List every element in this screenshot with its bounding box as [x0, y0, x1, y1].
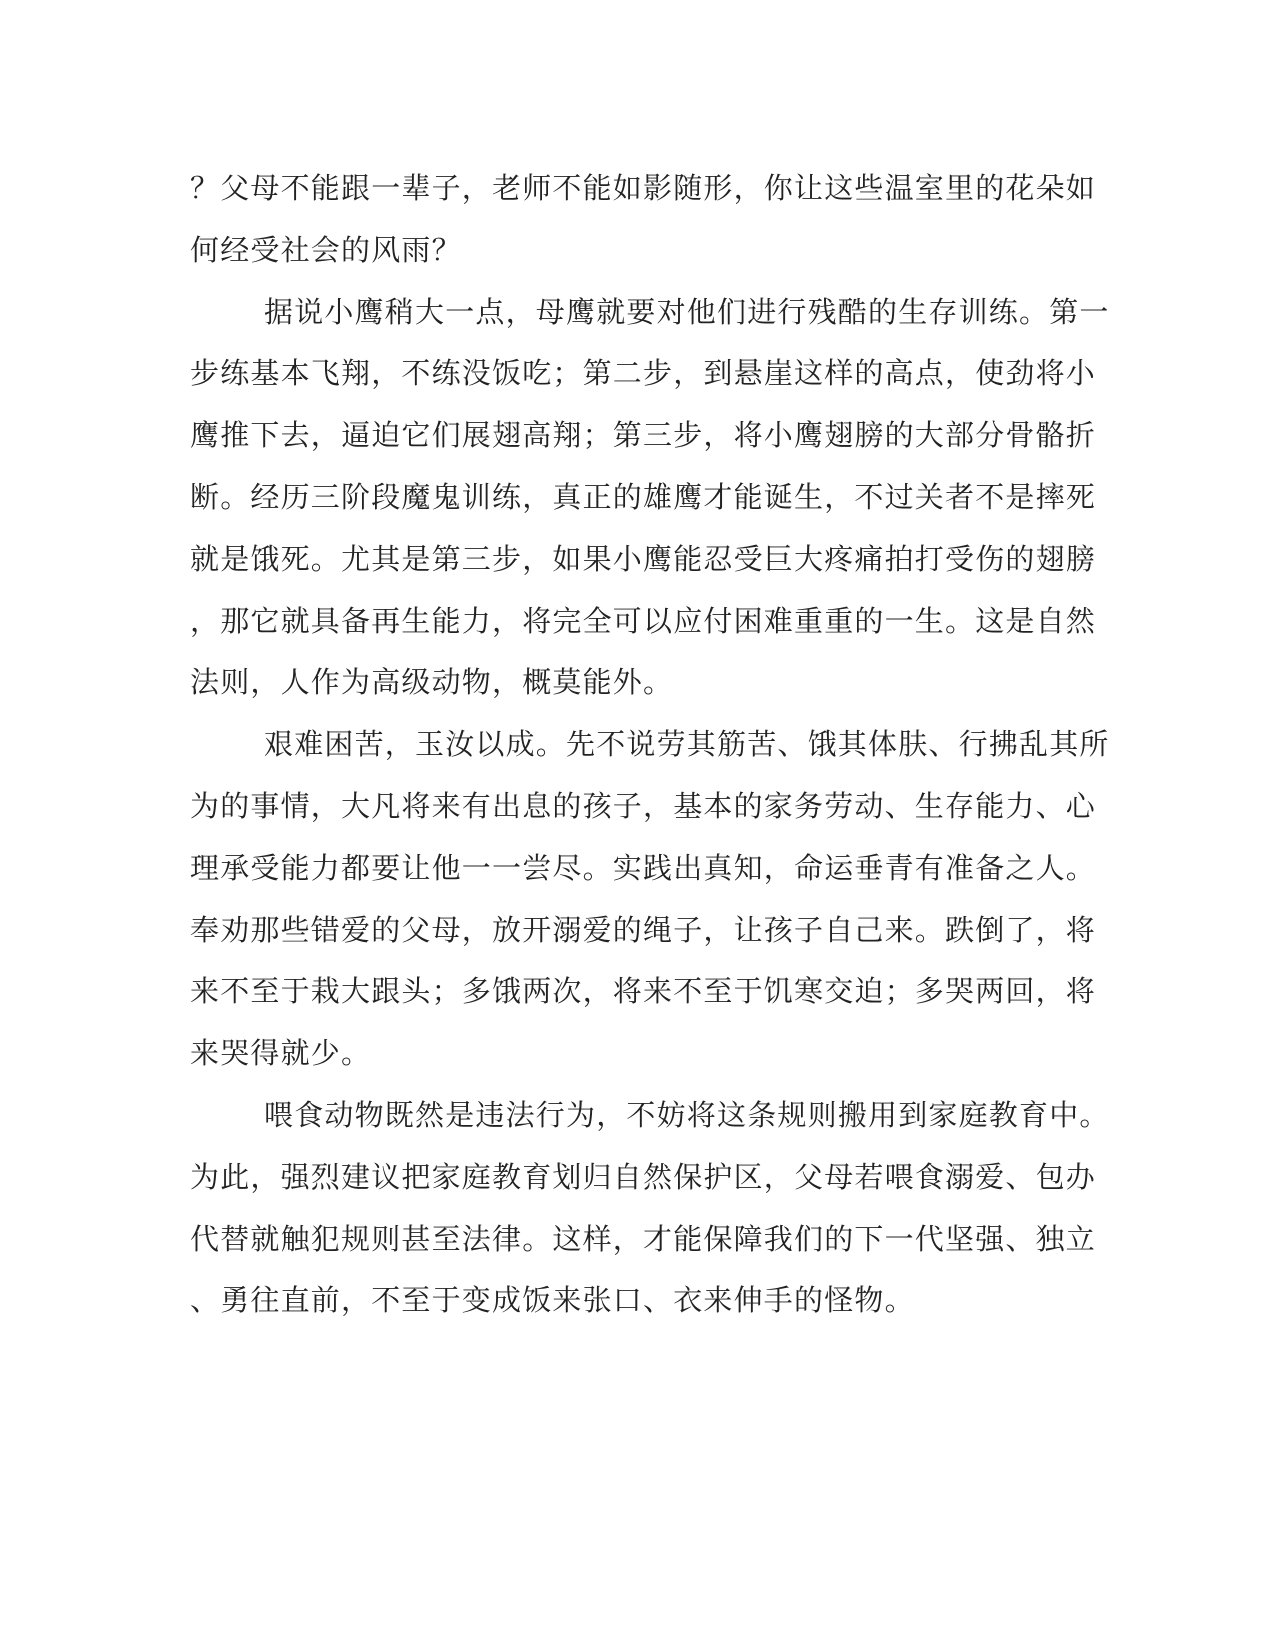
- text-line: 法则，人作为高级动物，概莫能外。: [190, 665, 674, 700]
- text-line: ，那它就具备再生能力，将完全可以应付困难重重的一生。这是自然: [190, 603, 1097, 638]
- paragraph-2: [190, 282, 1110, 715]
- body-text: [190, 158, 1110, 1332]
- paragraph-4: [190, 1085, 1110, 1332]
- text-line: 何经受社会的风雨？: [190, 232, 462, 267]
- text-line: 鹰推下去，逼迫它们展翅高翔；第三步，将小鹰翅膀的大部分骨骼折: [190, 418, 1097, 453]
- paragraph-3: [190, 714, 1110, 1085]
- text-line: 为的事情，大凡将来有出息的孩子，基本的家务劳动、生存能力、心: [190, 788, 1097, 823]
- text-line: 来哭得就少。: [190, 1036, 372, 1071]
- text-line: 艰难困苦，玉汝以成。先不说劳其筋苦、饿其体肤、行拂乱其所: [264, 727, 1110, 762]
- paragraph-1: [190, 158, 1097, 282]
- text-line: 据说小鹰稍大一点，母鹰就要对他们进行残酷的生存训练。第一: [264, 294, 1110, 329]
- text-line: 喂食动物既然是违法行为，不妨将这条规则搬用到家庭教育中。: [264, 1097, 1110, 1132]
- text-line: 代替就触犯规则甚至法律。这样，才能保障我们的下一代坚强、独立: [190, 1221, 1097, 1256]
- text-line: 为此，强烈建议把家庭教育划归自然保护区，父母若喂食溺爱、包办: [190, 1159, 1097, 1194]
- text-line: 、勇往直前，不至于变成饭来张口、衣来伸手的怪物。: [190, 1283, 915, 1318]
- text-line: ？父母不能跟一辈子，老师不能如影随形，你让这些温室里的花朵如: [190, 171, 1097, 205]
- text-line: 理承受能力都要让他一一尝尽。实践出真知，命运垂青有准备之人。: [190, 850, 1097, 885]
- text-line: 就是饿死。尤其是第三步，如果小鹰能忍受巨大疼痛拍打受伤的翅膀: [190, 541, 1097, 576]
- text-line: 步练基本飞翔，不练没饭吃；第二步，到悬崖这样的高点，使劲将小: [190, 356, 1097, 391]
- text-line: 来不至于栽大跟头；多饿两次，将来不至于饥寒交迫；多哭两回，将: [190, 974, 1097, 1009]
- text-line: 奉劝那些错爱的父母，放开溺爱的绳子，让孩子自己来。跌倒了，将: [190, 912, 1097, 947]
- text-line: 断。经历三阶段魔鬼训练，真正的雄鹰才能诞生，不过关者不是摔死: [190, 479, 1097, 514]
